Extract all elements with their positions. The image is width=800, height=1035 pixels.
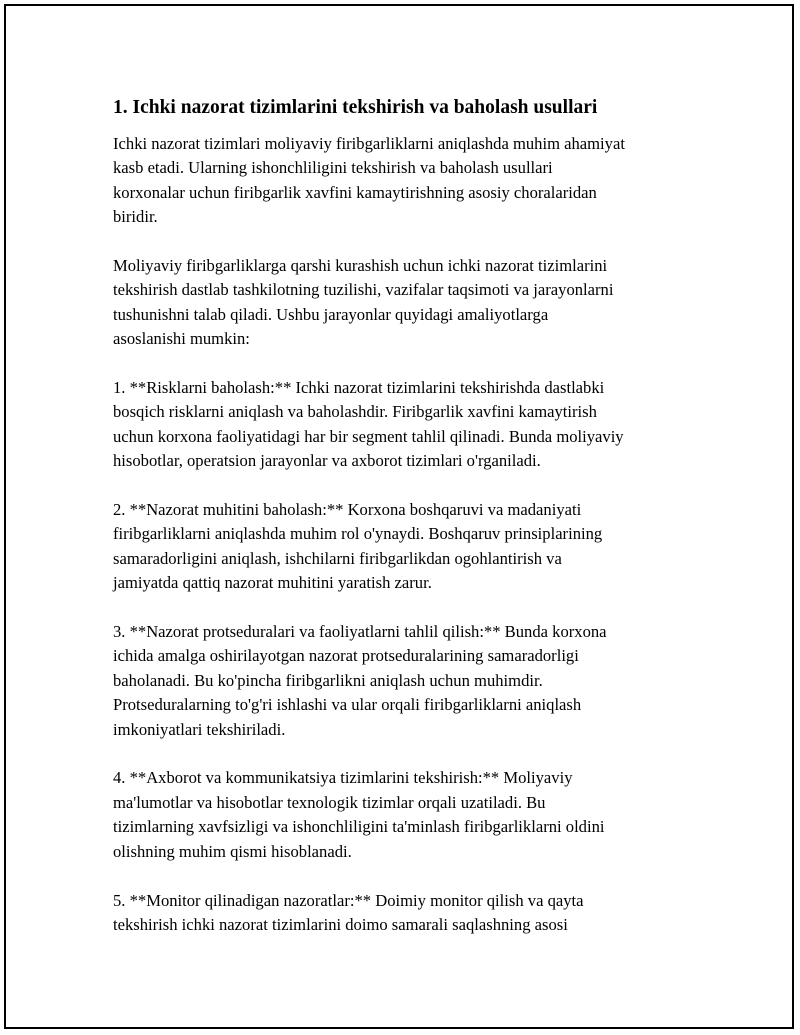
section-heading: 1. Ichki nazorat tizimlarini tekshirish va baholash usullari	[113, 97, 598, 118]
text-line: Moliyaviy firibgarliklarga qarshi kurashish uchun ichki nazorat tizimlarini	[113, 256, 608, 276]
text-line: firibgarliklarni aniqlashda muhim rol o'ynaydi. Boshqaruv prinsiplarining	[113, 524, 603, 544]
text-line: tekshirish ichki nazorat tizimlarini doimo samarali saqlashning asosi	[113, 914, 568, 934]
text-line: bosqich risklarni aniqlash va baholashdir. Firibgarlik xavfini kamaytirish	[113, 402, 597, 422]
text-line: olishning muhim qismi hisoblanadi.	[113, 841, 352, 861]
list-item-1	[113, 376, 703, 474]
paragraph-intro	[113, 132, 703, 230]
text-line: hisobotlar, operatsion jarayonlar va axborot tizimlari o'rganiladi.	[113, 451, 541, 471]
list-item-2	[113, 498, 703, 596]
text-line: Ichki nazorat tizimlari moliyaviy firibgarliklarni aniqlashda muhim ahamiyat	[113, 134, 625, 153]
text-line: kasb etadi. Ularning ishonchliligini tekshirish va baholash usullari	[113, 158, 553, 178]
text-line: tekshirish dastlab tashkilotning tuzilishi, vazifalar taqsimoti va jarayonlarni	[113, 280, 614, 300]
text-line: ichida amalga oshirilayotgan nazorat protseduralarining samaradorligi	[113, 646, 579, 666]
text-line: samaradorligini aniqlash, ishchilarni firibgarlikdan ogohlantirish va	[113, 548, 562, 568]
text-line: tushunishni talab qiladi. Ushbu jarayonlar quyidagi amaliyotlarga	[113, 304, 549, 324]
text-line: 1. **Risklarni baholash:** Ichki nazorat tizimlarini tekshirishda dastlabki	[113, 378, 605, 398]
text-line: asoslanishi mumkin:	[113, 329, 250, 349]
list-item-4	[113, 766, 703, 864]
list-item-3	[113, 620, 703, 742]
text-line: tizimlarning xavfsizligi va ishonchliligini ta'minlash firibgarliklarni oldini	[113, 817, 605, 837]
text-line: ma'lumotlar va hisobotlar texnologik tizimlar orqali uzatiladi. Bu	[113, 792, 546, 812]
text-line: 3. **Nazorat protseduralari va faoliyatlarni tahlil qilish:** Bunda korxona	[113, 622, 607, 642]
text-line: 2. **Nazorat muhitini baholash:** Korxona boshqaruvi va madaniyati	[113, 500, 582, 520]
text-line: Protseduralarning to'g'ri ishlashi va ular orqali firibgarliklarni aniqlash	[113, 695, 582, 715]
text-line: imkoniyatlari tekshiriladi.	[113, 719, 286, 739]
text-line: 4. **Axborot va kommunikatsiya tizimlarini tekshirish:** Moliyaviy	[113, 768, 573, 788]
text-line: korxonalar uchun firibgarlik xavfini kamaytirishning asosiy choralaridan	[113, 182, 597, 202]
paragraph-overview	[113, 254, 703, 352]
text-line: biridir.	[113, 207, 158, 227]
text-line: 5. **Monitor qilinadigan nazoratlar:** Doimiy monitor qilish va qayta	[113, 890, 584, 910]
list-item-5	[113, 889, 703, 938]
text-line: uchun korxona faoliyatidagi har bir segment tahlil qilinadi. Bunda moliyaviy	[113, 426, 624, 446]
text-line: jamiyatda qattiq nazorat muhitini yaratish zarur.	[113, 573, 432, 593]
document-body	[113, 96, 703, 962]
text-line: baholanadi. Bu ko'pincha firibgarlikni aniqlash uchun muhimdir.	[113, 670, 543, 690]
